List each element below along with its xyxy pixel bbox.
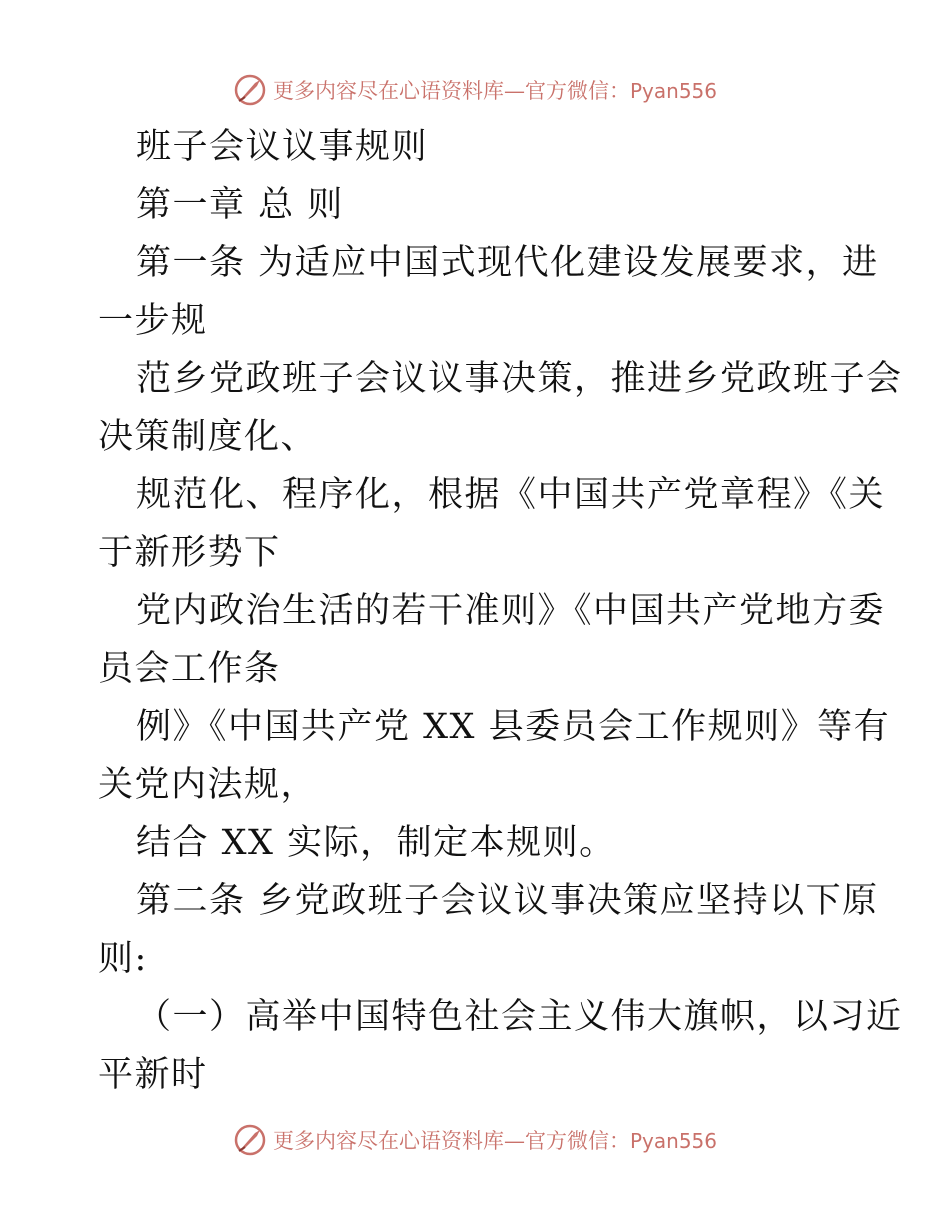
text-line: 一步规 (98, 301, 208, 341)
text-line: 第二条 乡党政班子会议议事决策应坚持以下原 (136, 881, 879, 921)
text-line: 于新形势下 (98, 533, 281, 573)
text-line: 第一条 为适应中国式现代化建设发展要求，进 (136, 243, 879, 283)
text-line: 范乡党政班子会议议事决策，推进乡党政班子会 (136, 359, 903, 399)
text-line: 员会工作条 (98, 649, 281, 689)
footer-watermark (0, 1120, 950, 1160)
header-watermark (0, 70, 950, 110)
text-line: 结合 XX 实际，制定本规则。 (136, 823, 616, 863)
text-line: 平新时 (98, 1055, 208, 1095)
text-line: （一）高举中国特色社会主义伟大旗帜，以习近 (136, 997, 903, 1037)
quill-pen-logo-icon (233, 1123, 267, 1157)
text-line: 则: (98, 939, 148, 979)
watermark-id: Pyan556 (629, 1129, 717, 1153)
text-line: 关党内法规， (98, 765, 318, 805)
text-line: 例》《中国共产党 XX 县委员会工作规则》等有 (136, 707, 891, 747)
chapter-heading: 第一章 总 则 (136, 185, 344, 225)
watermark-label: 更多内容尽在心语资料库—官方微信： (272, 79, 630, 103)
text-line: 决策制度化、 (98, 417, 318, 457)
document-body (98, 118, 903, 1104)
watermark-text (273, 75, 717, 105)
doc-title: 班子会议议事规则 (136, 127, 429, 167)
text-line: 党内政治生活的若干准则》《中国共产党地方委 (136, 591, 886, 631)
text-line: 规范化、程序化，根据《中国共产党章程》《关 (136, 475, 886, 515)
watermark-id: Pyan556 (629, 79, 717, 103)
quill-pen-logo-icon (233, 73, 267, 107)
watermark-label: 更多内容尽在心语资料库—官方微信： (272, 1129, 630, 1153)
watermark-text (273, 1125, 717, 1155)
